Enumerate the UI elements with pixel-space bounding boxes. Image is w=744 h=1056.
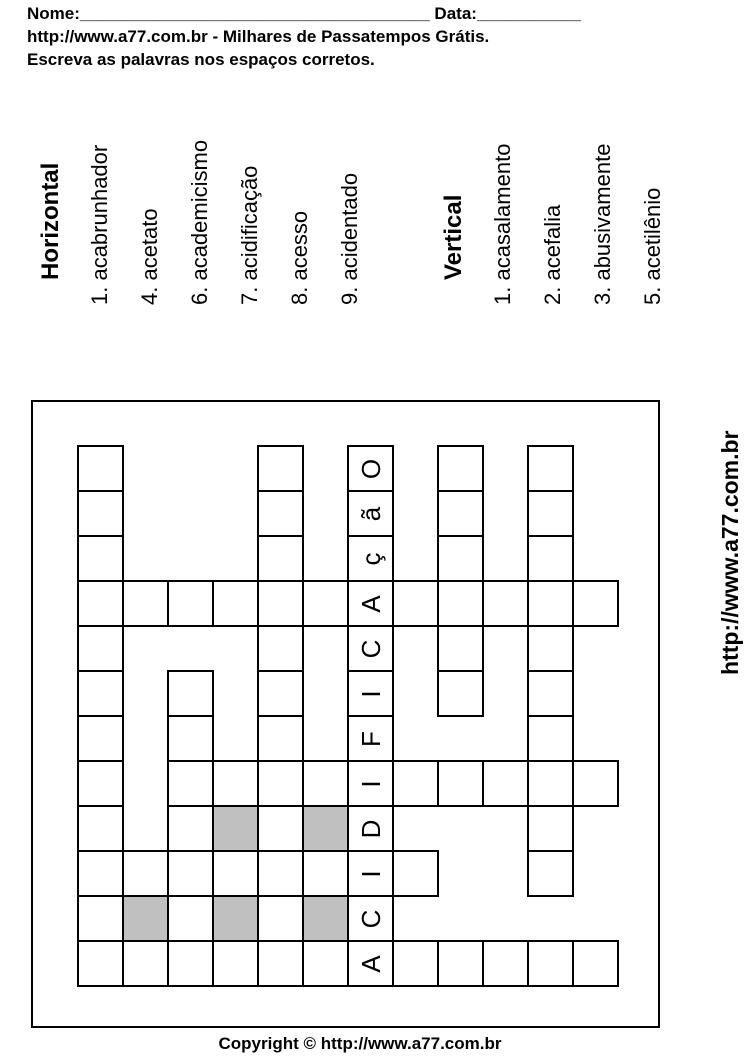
site-tagline: http://www.a77.com.br - Milhares de Passatempos Grátis.: [27, 27, 490, 46]
cell-letter: I: [355, 779, 386, 788]
side-url: http://www.a77.com.br: [717, 430, 743, 675]
cell-letter: I: [355, 689, 386, 698]
instructions: Escreva as palavras nos espaços corretos.: [27, 50, 375, 69]
name-date-line: Nome:_____________________________________ Data:___________: [27, 4, 581, 23]
word-list: Horizontal 1. acabrunhador 4. acetato 6. academicismo 7. acidificação 8. acesso 9. acidentado Vertical 1. acasalamento 2. acefalia 3. abusivamente 5. acetilênio: [37, 139, 665, 305]
cell-letter: ã: [355, 506, 386, 521]
cell-letter: C: [355, 909, 386, 928]
cell-letter: A: [355, 954, 386, 973]
cell-letter: A: [355, 594, 386, 613]
cell-letter: F: [355, 730, 386, 747]
puzzle-frame: [31, 400, 660, 1028]
cell-letter: C: [355, 639, 386, 658]
cell-letter: I: [355, 869, 386, 878]
copyright: Copyright © http://www.a77.com.br: [218, 1034, 502, 1053]
cell-letter: ç: [355, 552, 386, 565]
cell-letter: O: [355, 458, 386, 479]
cell-letter: D: [355, 819, 386, 838]
